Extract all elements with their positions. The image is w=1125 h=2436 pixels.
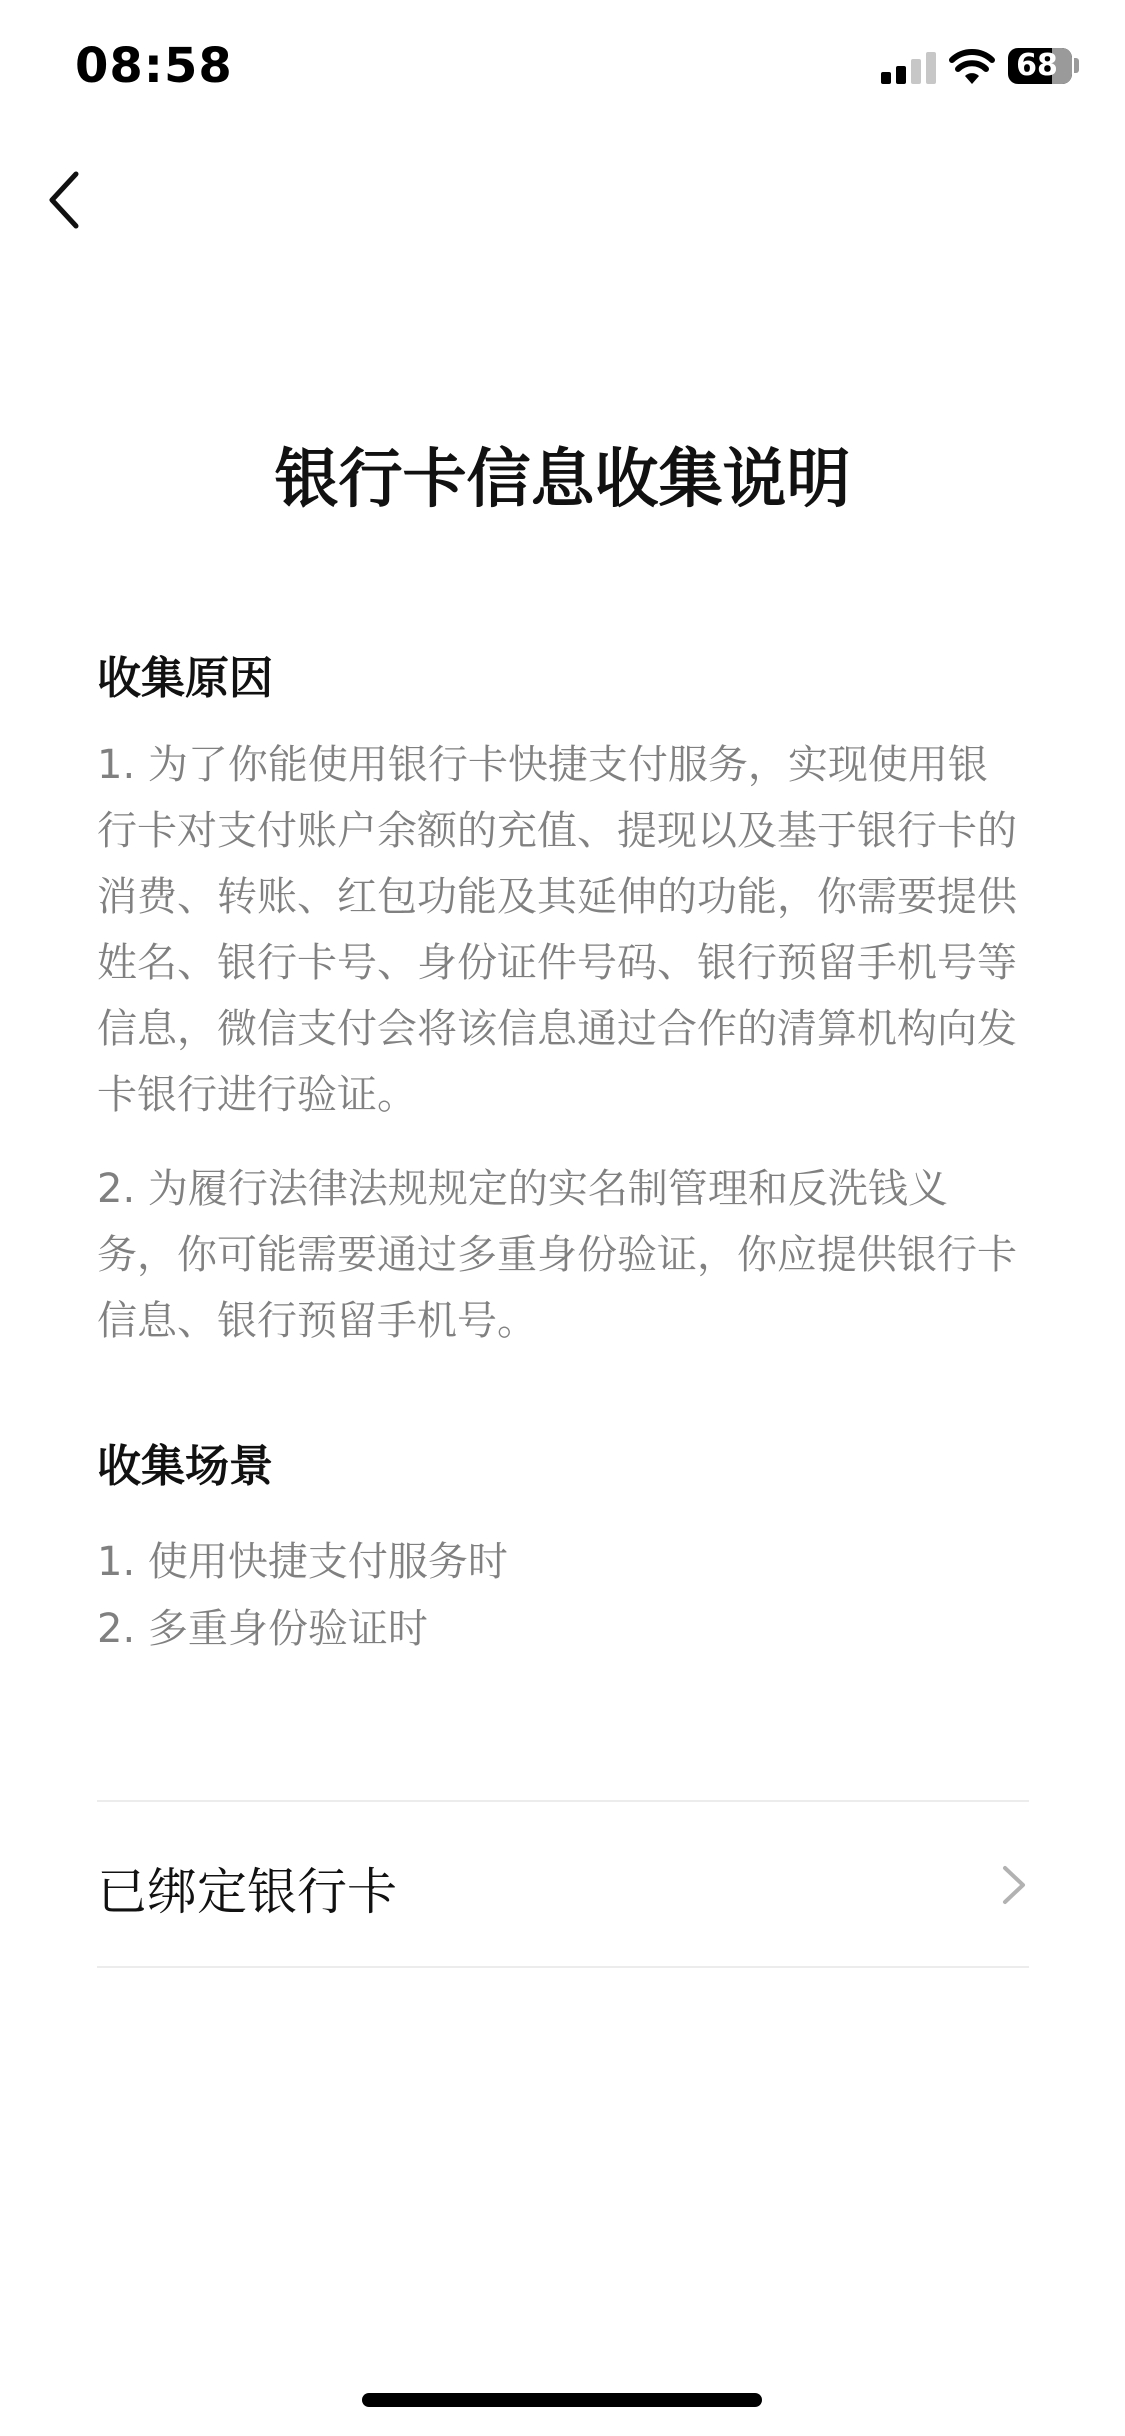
reason-paragraph-2: 2. 为履行法律法规规定的实名制管理和反洗钱义务，你可能需要通过多重身份验证，你应提供银行卡信息、银行预留手机号。 [97,1166,1017,1344]
bound-bank-cards-label: 已绑定银行卡 [97,1863,397,1921]
status-time: 08:58 [75,38,233,94]
wifi-icon [949,48,995,84]
page-title: 银行卡信息收集说明 [274,443,851,517]
home-indicator [362,2393,762,2407]
cellular-signal-icon [881,50,937,84]
divider-bottom [97,1966,1029,1968]
chevron-right-icon [999,1862,1029,1908]
reason-paragraph-1: 1. 为了你能使用银行卡快捷支付服务，实现使用银行卡对支付账户余额的充值、提现以及基于银行卡的消费、转账、红包功能及其延伸的功能，你需要提供姓名、银行卡号、身份证件号码、银行预留手机号等信息，微信支付会将该信息通过合作的清算机构向发卡银行进行验证。 [97,742,1017,1118]
battery-icon [1008,48,1072,84]
back-button[interactable] [36,160,96,240]
section-heading-scenario: 收集场景 [97,1441,273,1492]
status-bar [0,0,1125,140]
section-heading-reason: 收集原因 [97,653,273,704]
bound-bank-cards-row[interactable] [97,1802,1029,1966]
chevron-left-icon [36,160,96,240]
battery-tip [1074,58,1079,73]
battery-level: 68 [1016,48,1058,83]
scenario-item: 2. 多重身份验证时 [97,1606,428,1652]
scenario-item: 1. 使用快捷支付服务时 [97,1539,508,1585]
